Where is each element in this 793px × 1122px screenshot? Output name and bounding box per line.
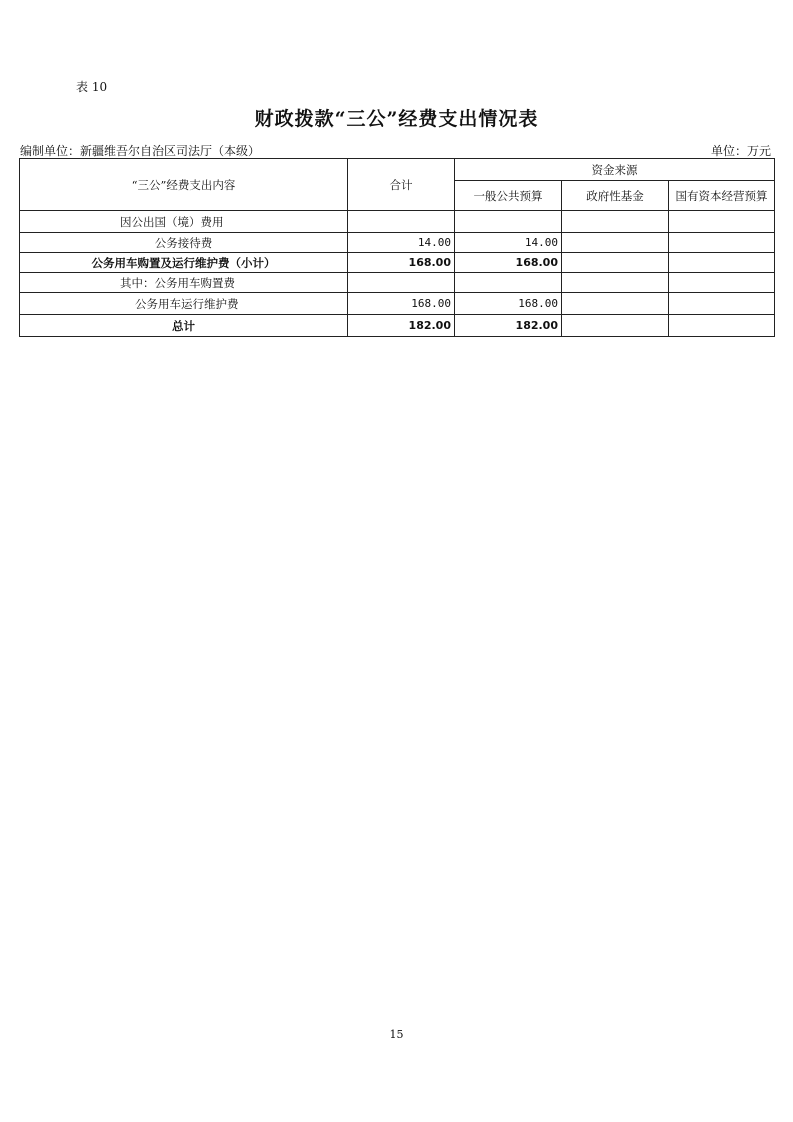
cell-fund — [562, 315, 669, 337]
compiling-unit: 编制单位：新疆维吾尔自治区司法厅（本级） — [20, 144, 261, 158]
cell-general — [455, 211, 562, 233]
expense-table — [19, 158, 775, 337]
cell-fund — [562, 273, 669, 293]
row-label: 总计 — [20, 315, 348, 337]
cell-general: 14.00 — [455, 233, 562, 253]
cell-fund — [562, 253, 669, 273]
cell-total: 182.00 — [348, 315, 455, 337]
table-row-total — [20, 315, 775, 337]
table-row — [20, 211, 775, 233]
cell-fund — [562, 293, 669, 315]
row-label: 公务用车购置及运行维护费（小计） — [20, 253, 348, 273]
row-label: 公务接待费 — [20, 233, 348, 253]
cell-state — [669, 273, 775, 293]
cell-total: 168.00 — [348, 293, 455, 315]
header-row-1 — [20, 159, 775, 181]
cell-total: 168.00 — [348, 253, 455, 273]
page-number: 15 — [389, 1028, 404, 1041]
table-row — [20, 293, 775, 315]
col-header-item: “三公”经费支出内容 — [20, 159, 348, 211]
cell-total — [348, 211, 455, 233]
row-label: 公务用车运行维护费 — [20, 293, 348, 315]
col-header-source-group: 资金来源 — [455, 159, 775, 181]
table-row — [20, 233, 775, 253]
cell-general — [455, 273, 562, 293]
cell-state — [669, 233, 775, 253]
cell-total — [348, 273, 455, 293]
cell-general: 168.00 — [455, 253, 562, 273]
table-row — [20, 253, 775, 273]
cell-state — [669, 253, 775, 273]
cell-general: 168.00 — [455, 293, 562, 315]
page-title: 财政拨款“三公”经费支出情况表 — [254, 108, 539, 130]
col-header-general-budget: 一般公共预算 — [455, 181, 562, 211]
cell-fund — [562, 211, 669, 233]
row-label: 其中：公务用车购置费 — [20, 273, 348, 293]
table-number: 表 10 — [76, 80, 108, 94]
col-header-total: 合计 — [348, 159, 455, 211]
col-header-state-capital: 国有资本经营预算 — [669, 181, 775, 211]
col-header-gov-fund: 政府性基金 — [562, 181, 669, 211]
cell-fund — [562, 233, 669, 253]
table-row — [20, 273, 775, 293]
cell-state — [669, 293, 775, 315]
cell-total: 14.00 — [348, 233, 455, 253]
cell-general: 182.00 — [455, 315, 562, 337]
cell-state — [669, 211, 775, 233]
cell-state — [669, 315, 775, 337]
row-label: 因公出国（境）费用 — [20, 211, 348, 233]
currency-unit: 单位：万元 — [710, 144, 771, 158]
